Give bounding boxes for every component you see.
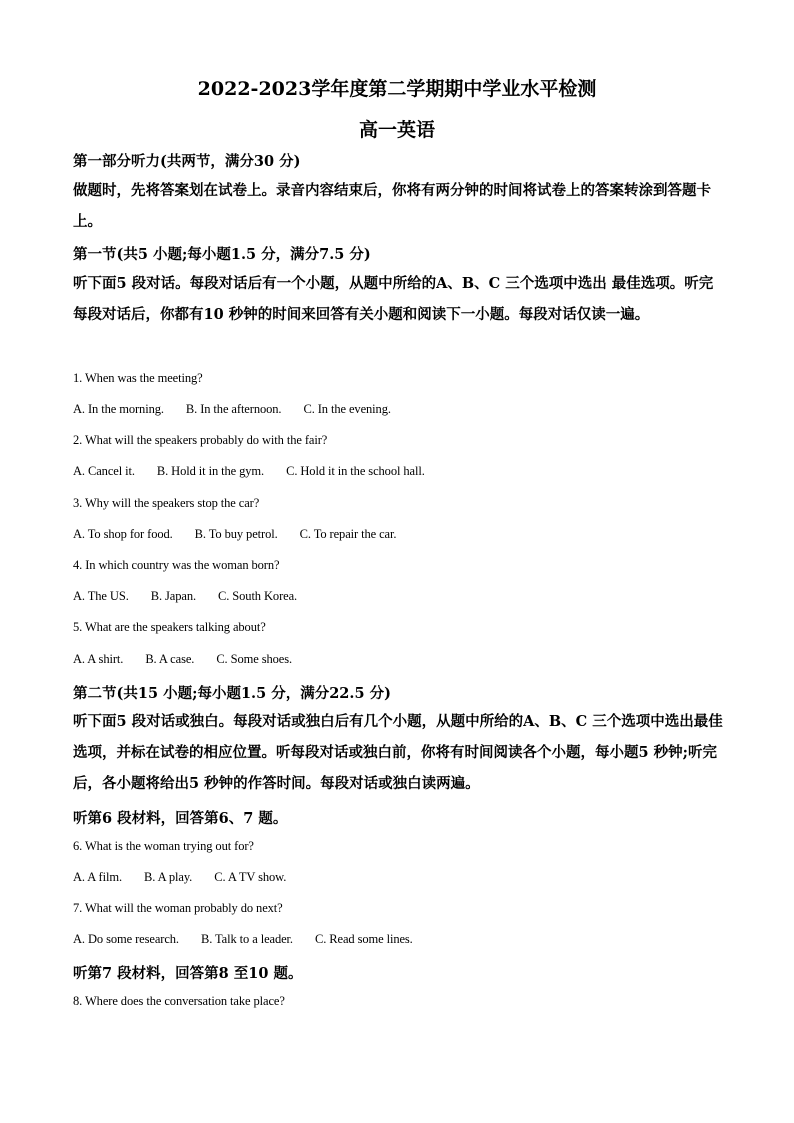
question-8: 8. Where does the conversation take place?	[73, 994, 285, 1008]
option-a[interactable]: A. To shop for food.	[73, 527, 173, 541]
question-7-options	[73, 932, 435, 947]
question-1-options	[73, 402, 413, 417]
option-b[interactable]: B. Japan.	[150, 589, 196, 603]
section1-heading: 第一节(共5 小题;每小题1.5 分，满分7.5 分)	[73, 246, 371, 263]
question-3-options	[73, 527, 418, 542]
question-2-options	[73, 464, 447, 479]
question-5-options	[73, 652, 314, 667]
question-5: 5. What are the speakers talking about?	[73, 620, 266, 634]
option-a[interactable]: A. In the morning.	[73, 402, 164, 416]
question-6: 6. What is the woman trying out for?	[73, 839, 254, 853]
option-b[interactable]: B. A case.	[145, 652, 195, 666]
section1-instructions: 听下面5 段对话。每段对话后有一个小题，从题中所给的A、B、C 三个选项中选出 最佳选项。听完每段对话后，你都有10 秒钟的时间来回答有关小题和阅读下一小题。每段对话仅读一遍。	[73, 275, 714, 323]
section2-heading: 第二节(共15 小题;每小题1.5 分，满分22.5 分)	[73, 685, 391, 702]
option-a[interactable]: A. A shirt.	[73, 652, 124, 666]
option-c[interactable]: C. Hold it in the school hall.	[286, 464, 425, 478]
question-2: 2. What will the speakers probably do with the fair?	[73, 433, 328, 447]
option-b[interactable]: B. A play.	[144, 870, 193, 884]
question-4-options	[73, 589, 319, 604]
question-1: 1. When was the meeting?	[73, 371, 203, 385]
option-a[interactable]: A. Cancel it.	[73, 464, 135, 478]
option-c[interactable]: C. In the evening.	[303, 402, 391, 416]
exam-title: 2022-2023学年度第二学期期中学业水平检测	[197, 78, 597, 100]
option-c[interactable]: C. A TV show.	[214, 870, 287, 884]
option-b[interactable]: B. In the afternoon.	[185, 402, 282, 416]
group7-heading: 听第7 段材料，回答第8 至10 题。	[73, 965, 303, 982]
option-b[interactable]: B. To buy petrol.	[194, 527, 278, 541]
question-6-options	[73, 870, 308, 885]
option-c[interactable]: C. Read some lines.	[314, 932, 413, 946]
part1-instructions: 做题时，先将答案划在试卷上。录音内容结束后，你将有两分钟的时间将试卷上的答案转涂到答题卡上。	[73, 182, 711, 230]
exam-subtitle: 高一英语	[358, 119, 435, 141]
question-7: 7. What will the woman probably do next?	[73, 901, 283, 915]
question-3: 3. Why will the speakers stop the car?	[73, 496, 260, 510]
option-b[interactable]: B. Talk to a leader.	[200, 932, 293, 946]
option-b[interactable]: B. Hold it in the gym.	[156, 464, 265, 478]
option-a[interactable]: A. A film.	[73, 870, 123, 884]
option-c[interactable]: C. Some shoes.	[216, 652, 293, 666]
group6-heading: 听第6 段材料，回答第6、7 题。	[73, 810, 288, 827]
section2-instructions: 听下面5 段对话或独白。每段对话或独白后有几个小题，从题中所给的A、B、C 三个选项中选出最佳选项，并标在试卷的相应位置。听每段对话或独白前，你将有时间阅读各个小题，每小题5 秒钟;听完后，各小题将给出5 秒钟的作答时间。每段对话或独白读两遍。	[73, 713, 723, 792]
option-c[interactable]: C. South Korea.	[218, 589, 298, 603]
question-4: 4. In which country was the woman born?	[73, 558, 280, 572]
option-a[interactable]: A. The US.	[73, 589, 129, 603]
option-c[interactable]: C. To repair the car.	[299, 527, 397, 541]
part1-heading: 第一部分听力(共两节，满分30 分)	[73, 153, 301, 170]
option-a[interactable]: A. Do some research.	[73, 932, 179, 946]
